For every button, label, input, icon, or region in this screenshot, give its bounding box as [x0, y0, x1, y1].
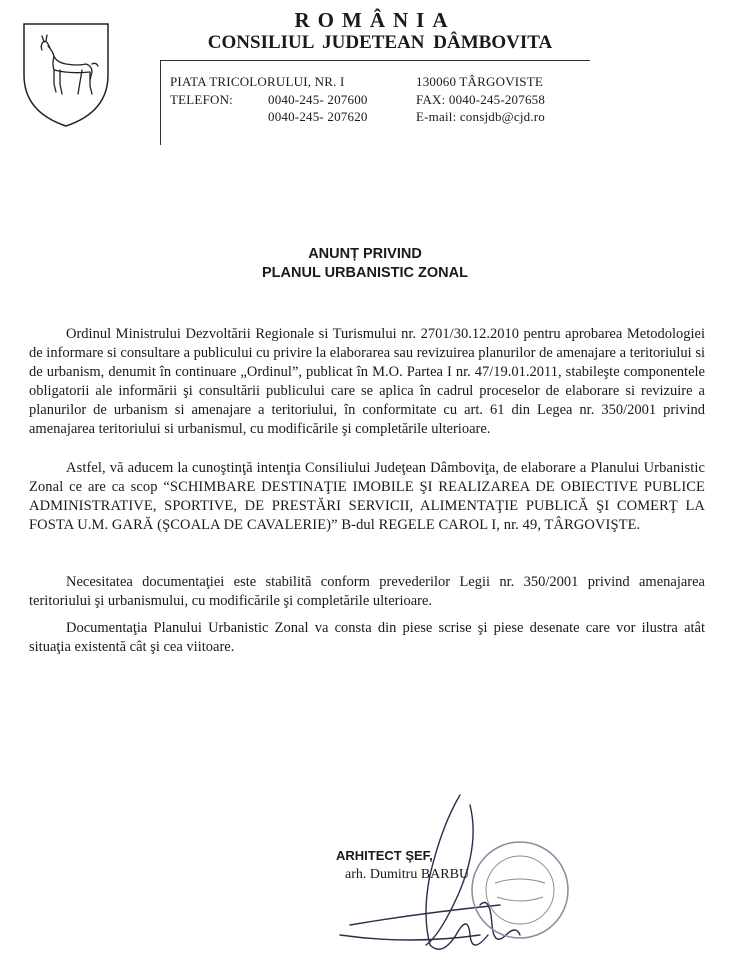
paragraph-text: Ordinul Ministrului Dezvoltării Regionale si Turismului nr. 2701/30.12.2010 pentru aprobarea Metodologiei de informare si consultare a publicului cu privire la elaborarea sau revizuirea planurilor de amenajare a teritoriului si de urbanism, denumit în continuare „Ordinul”, publicat în M.O. Partea I nr. 47/19.01.2011, stabileşte componentele obligatorii ale informării şi consultării publicului care se aplica în cadrul proceselor de elaborare si revizuire a planurilor de urbanism si amenajare a teritoriului, în conformitate cu art. 61 din Legea nr. 350/2001 privind amenajarea teritoriului si urbanismul, cu modificările şi completările ulterioare.: [29, 326, 705, 437]
paragraph-text: Astfel, vă aducem la cunoştinţă intenţia Consiliului Judeţean Dâmboviţa, de elaborare a Planului Urbanistic Zonal ce are ca scop “SCHIMBARE DESTINAŢIE IMOBILE ŞI REALIZAREA DE OBIECTIVE PUBLICE ADMINISTRATIVE, SPORTIVE, DE PRESTĂRI SERVICII, ALIMENTAŢIE PUBLICĂ ŞI COMERŢ LA FOSTA U.M. GARĂ (ŞCOALA DE CAVALERIE)” B-dul REGELE CAROL I, nr. 49, TÂRGOVIŞTE.: [29, 460, 705, 533]
document-title-line2: PLANUL URBANISTIC ZONAL: [262, 265, 468, 281]
header-fax: FAX: 0040-245-207658: [416, 92, 546, 107]
header-phone-1: 0040-245- 207600: [268, 92, 368, 107]
header-phone-label: TELEFON:: [170, 92, 233, 107]
paragraph-necesitate: [29, 573, 705, 611]
signatory-name: arh. Dumitru BARBU: [345, 867, 470, 882]
header-phone-2: 0040-245- 207620: [268, 109, 368, 124]
paragraph-text: Necesitatea documentaţiei este stabilită conform prevederilor Legii nr. 350/2001 privind amenajarea teritoriului şi urbanismului, cu modificările şi completările ulterioare.: [29, 574, 705, 609]
document-title-line1: ANUNȚ PRIVIND: [308, 246, 422, 262]
header-vertical-divider: [160, 60, 161, 145]
official-stamp-icon: [465, 835, 575, 945]
header-postal-city: 130060 TÂRGOVISTE: [416, 74, 544, 89]
coat-of-arms-icon: [20, 20, 112, 130]
paragraph-intentie: [29, 459, 705, 535]
header-council-name: CONSILIUL JUDETEAN DÂMBOVITA: [207, 32, 553, 53]
header-divider: [160, 60, 590, 61]
header-email: E-mail: consjdb@cjd.ro: [416, 109, 546, 124]
paragraph-text: Documentaţia Planului Urbanistic Zonal va consta din piese scrise şi piese desenate care vor ilustra atât situaţia existentă cât şi cea viitoare.: [29, 620, 705, 655]
signatory-title: ARHITECT ŞEF,: [336, 848, 433, 863]
header-country: ROMÂNIA: [294, 8, 456, 32]
paragraph-ordinul: [29, 325, 705, 439]
header-address: PIATA TRICOLORULUI, NR. I: [170, 74, 345, 89]
paragraph-documentatie: [29, 619, 705, 657]
